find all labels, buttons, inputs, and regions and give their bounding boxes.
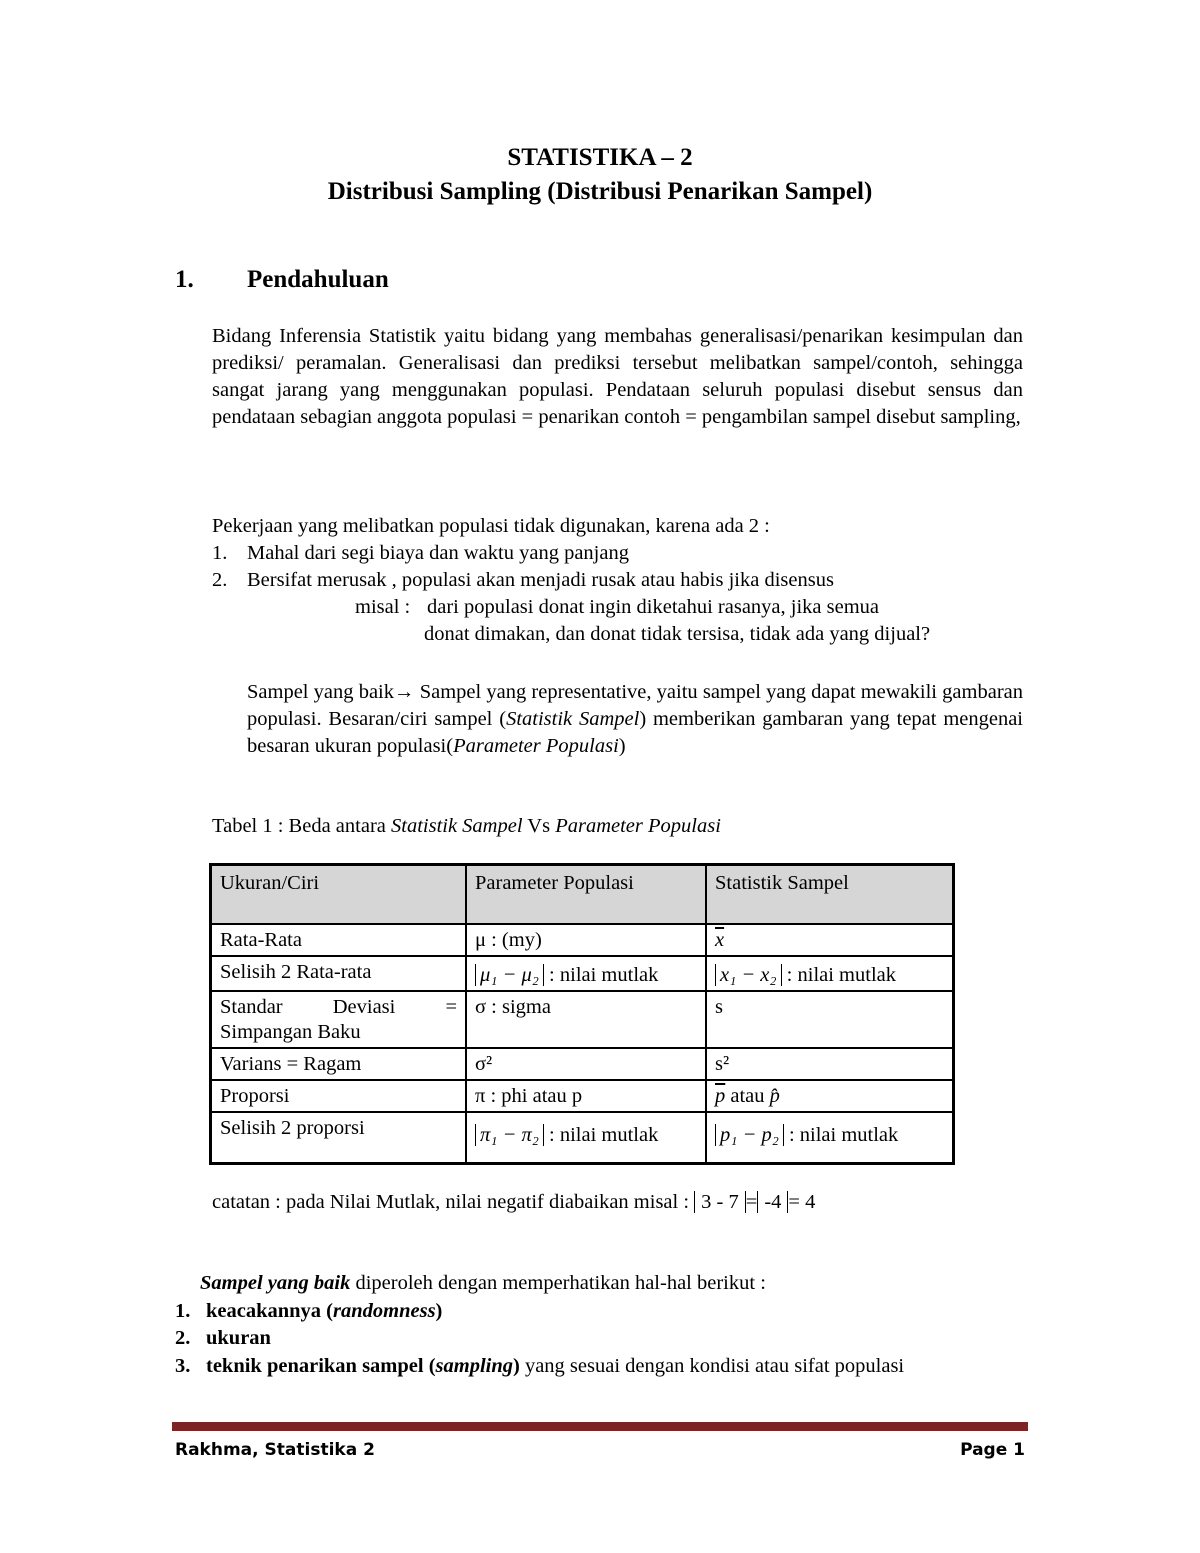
- table-cell: [706, 956, 954, 991]
- page-title: STATISTIKA – 2: [507, 144, 693, 171]
- table-cell: Proporsi: [211, 1080, 467, 1112]
- good-sample-italic: Statistik Sampel: [506, 708, 640, 730]
- table-caption: [212, 815, 721, 838]
- good-sample-italic: Parameter Populasi: [453, 735, 619, 757]
- good-sample-paragraph: [247, 679, 1023, 760]
- example-line: donat dimakan, dan donat tidak tersisa, tidak ada yang dijual?: [424, 623, 931, 645]
- table-row: [211, 991, 954, 1048]
- note-text: = 4: [788, 1191, 816, 1213]
- table-header-row: [211, 865, 954, 925]
- caption-text: Tabel 1 : Beda antara: [212, 815, 391, 837]
- reason-number: 1.: [212, 542, 228, 564]
- criteria-item: [206, 1300, 442, 1323]
- criteria-bold: ): [435, 1300, 443, 1322]
- table-cell: Selisih 2 proporsi: [211, 1112, 467, 1164]
- cell-text: =: [445, 996, 457, 1018]
- caption-italic: Statistik Sampel: [391, 815, 523, 837]
- note-text: : nilai mutlak: [543, 964, 659, 986]
- table-cell: [706, 1112, 954, 1164]
- arrow-icon: →: [394, 681, 415, 703]
- example-line: dari populasi donat ingin diketahui rasanya, jika semua: [427, 596, 880, 618]
- table-cell: σ²: [466, 1048, 706, 1080]
- criteria-item: [206, 1355, 904, 1378]
- example-label: misal :: [355, 596, 411, 618]
- criteria-number: 3.: [175, 1355, 191, 1377]
- reason-text: Bersifat merusak , populasi akan menjadi rusak atau habis jika disensus: [247, 569, 834, 591]
- criteria-item: [206, 1327, 271, 1350]
- abs-value-expr: 3 - 7: [694, 1191, 746, 1213]
- table-cell: s²: [706, 1048, 954, 1080]
- table-cell: [466, 1112, 706, 1164]
- abs-value-expr: x₁ − x₂: [715, 964, 782, 986]
- footer-page-number: Page 1: [960, 1440, 1025, 1460]
- note-text: =: [745, 1191, 758, 1213]
- criteria-intro-emphasis: Sampel yang baik: [200, 1272, 351, 1294]
- criteria-intro: [200, 1272, 766, 1295]
- criteria-bold-italic: sampling: [435, 1355, 513, 1377]
- note-text: catatan : pada Nilai Mutlak, nilai negatif diabaikan misal :: [212, 1191, 695, 1213]
- table-header-cell: Ukuran/Ciri: [211, 865, 467, 925]
- table-header-cell: Statistik Sampel: [706, 865, 954, 925]
- table-cell: [211, 991, 467, 1048]
- footer-divider: [172, 1422, 1028, 1431]
- cell-text: Standar: [220, 996, 283, 1018]
- table-cell: π : phi atau p: [466, 1080, 706, 1112]
- abs-value-expr: p₁ − p₂: [715, 1124, 784, 1146]
- table-cell: μ : (my): [466, 924, 706, 956]
- p-hat-symbol: p̂: [769, 1085, 780, 1107]
- abs-value-expr: -4: [757, 1191, 788, 1213]
- criteria-bold: ): [513, 1355, 520, 1377]
- criteria-intro-text: diperoleh dengan memperhatikan hal-hal berikut :: [350, 1272, 766, 1294]
- good-sample-text: Sampel yang baik: [247, 681, 395, 703]
- table-cell: Varians = Ragam: [211, 1048, 467, 1080]
- table-row: [211, 1048, 954, 1080]
- cell-text: Deviasi: [332, 996, 396, 1018]
- comparison-table: [209, 863, 955, 1165]
- reason-number: 2.: [212, 569, 228, 591]
- table-cell: [706, 1080, 954, 1112]
- absolute-value-note: [212, 1191, 815, 1214]
- criteria-text: yang sesuai dengan kondisi atau sifat populasi: [519, 1355, 905, 1377]
- criteria-bold: ukuran: [206, 1327, 271, 1349]
- table-cell: σ : sigma: [466, 991, 706, 1048]
- section-number: 1.: [175, 266, 194, 293]
- x-bar-symbol: $\overline{x}$: [715, 929, 725, 951]
- good-sample-text: ) memberikan gambaran yang tepat mengenai besaran ukuran populasi(: [247, 708, 1024, 757]
- page-subtitle: Distribusi Sampling (Distribusi Penarikan Sampel): [327, 178, 873, 205]
- table-cell: Rata-Rata: [211, 924, 467, 956]
- note-text: : nilai mutlak: [781, 964, 896, 986]
- table-cell: Selisih 2 Rata-rata: [211, 956, 467, 991]
- table-cell: s: [706, 991, 954, 1048]
- table-cell: [466, 956, 706, 991]
- table-row: [211, 1080, 954, 1112]
- good-sample-text: ): [618, 735, 626, 757]
- reasons-intro: Pekerjaan yang melibatkan populasi tidak digunakan, karena ada 2 :: [212, 515, 770, 537]
- section-title: Pendahuluan: [247, 266, 389, 293]
- table-header-cell: Parameter Populasi: [466, 865, 706, 925]
- abs-value-expr: π₁ − π₂: [475, 1124, 544, 1146]
- caption-italic: Parameter Populasi: [555, 815, 721, 837]
- abs-value-expr: μ₁ − μ₂: [475, 964, 544, 986]
- criteria-bold-italic: randomness: [333, 1300, 436, 1322]
- note-text: : nilai mutlak: [783, 1124, 899, 1146]
- caption-text: Vs: [522, 815, 556, 837]
- footer-left: Rakhma, Statistika 2: [175, 1440, 375, 1460]
- criteria-number: 1.: [175, 1300, 191, 1322]
- criteria-number: 2.: [175, 1327, 191, 1349]
- criteria-bold: keacakannya (: [206, 1300, 334, 1322]
- table-row: [211, 956, 954, 991]
- cell-text: atau: [725, 1085, 770, 1107]
- criteria-bold: teknik penarikan sampel (: [206, 1355, 436, 1377]
- table-row: [211, 1112, 954, 1164]
- note-text: : nilai mutlak: [543, 1124, 659, 1146]
- reason-text: Mahal dari segi biaya dan waktu yang panjang: [247, 542, 629, 564]
- good-sample-text: Sampel yang representative, yaitu sampel yang dapat mewakili gambaran populasi. Besaran/ciri sampel (: [247, 681, 1024, 730]
- table-row: [211, 924, 954, 956]
- intro-paragraph: Bidang Inferensia Statistik yaitu bidang yang membahas generalisasi/penarikan kesimpulan dan prediksi/ peramalan. Generalisasi dan prediksi tersebut melibatkan sampel/contoh, sehingga sangat jarang yang menggunakan populasi. Pendataan seluruh populasi disebut sensus dan pendataan sebagian anggota populasi = penarikan contoh = pengambilan sampel disebut sampling,: [212, 325, 1023, 428]
- p-bar-symbol: $\overline{p}$: [715, 1085, 726, 1107]
- cell-text: Simpangan Baku: [220, 1021, 361, 1043]
- table-cell: [706, 924, 954, 956]
